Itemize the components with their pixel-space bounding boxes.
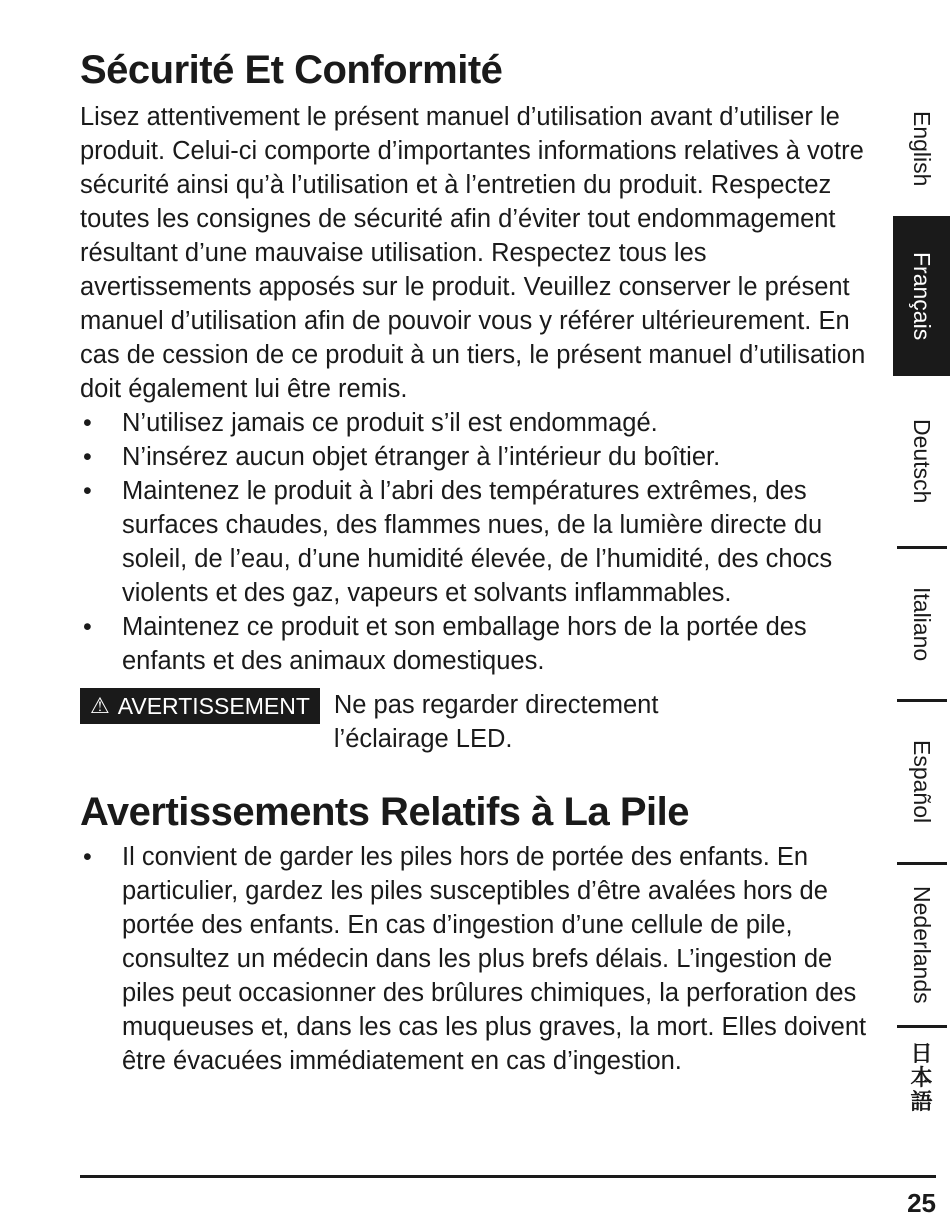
- page-number: 25: [907, 1188, 936, 1218]
- tab-italiano[interactable]: Italiano: [909, 586, 935, 662]
- tab-espanol[interactable]: Español: [909, 740, 935, 824]
- intro-paragraph: Lisez attentivement le présent manuel d’utilisation avant d’utiliser le produit. Celui-ci comporte d’importantes informations relatives à votre sécurité ainsi qu’à l’utilisation et à l’entretien du produit. Respectez toutes les consignes de sécurité afin d’éviter tout endommagement résultant d’une mauvaise utilisation. Respectez tous les avertissements apposés sur le produit. Veuillez conserver le présent manuel d’utilisation afin de pouvoir vous y référer ultérieurement. En cas de cession de ce produit à un tiers, le présent manuel d’utilisation doit également lui être remis.: [80, 103, 866, 403]
- tab-japanese[interactable]: 日 本 語: [910, 1041, 933, 1114]
- tab-english[interactable]: English: [909, 111, 935, 187]
- list-item: • Maintenez le produit à l’abri des températures extrêmes, des surfaces chaudes, des flammes nues, de la lumière directe du soleil, de l’eau, d’une humidité élevée, de l’humidité, des chocs violents et des gaz, vapeurs et solvants inflammables.: [80, 474, 880, 610]
- footer-divider: [80, 1175, 936, 1178]
- section-title-safety: Sécurité Et Conformité: [80, 48, 503, 92]
- language-sidebar: [893, 90, 950, 1128]
- warning-block: [80, 688, 880, 756]
- warning-label: AVERTISSEMENT: [117, 693, 310, 719]
- safety-bullet-list: [80, 406, 880, 678]
- tab-deutsch[interactable]: Deutsch: [909, 418, 935, 504]
- list-item: • N’utilisez jamais ce produit s’il est endommagé.: [80, 406, 880, 440]
- warning-text: Ne pas regarder directement l’éclairage LED.: [333, 691, 659, 753]
- battery-bullet-list: [80, 840, 880, 1078]
- list-item: • Maintenez ce produit et son emballage hors de la portée des enfants et des animaux domestiques.: [80, 610, 880, 678]
- main-content: [80, 48, 880, 1078]
- warning-triangle-icon: ⚠: [90, 693, 110, 718]
- tab-francais[interactable]: Français: [893, 216, 950, 376]
- list-item: • N’insérez aucun objet étranger à l’intérieur du boîtier.: [80, 440, 880, 474]
- tab-nederlands[interactable]: Nederlands: [909, 886, 935, 1004]
- warning-badge: [80, 688, 320, 724]
- section-title-battery: Avertissements Relatifs à La Pile: [80, 790, 689, 834]
- list-item: • Il convient de garder les piles hors de portée des enfants. En particulier, gardez les piles susceptibles d’être avalées hors de portée des enfants. En cas d’ingestion d’une cellule de pile, consultez un médecin dans les plus brefs délais. L’ingestion de piles peut occasionner des brûlures chimiques, la perforation des muqueuses et, dans les cas les plus graves, la mort. Elles doivent être évacuées immédiatement en cas d’ingestion.: [80, 840, 880, 1078]
